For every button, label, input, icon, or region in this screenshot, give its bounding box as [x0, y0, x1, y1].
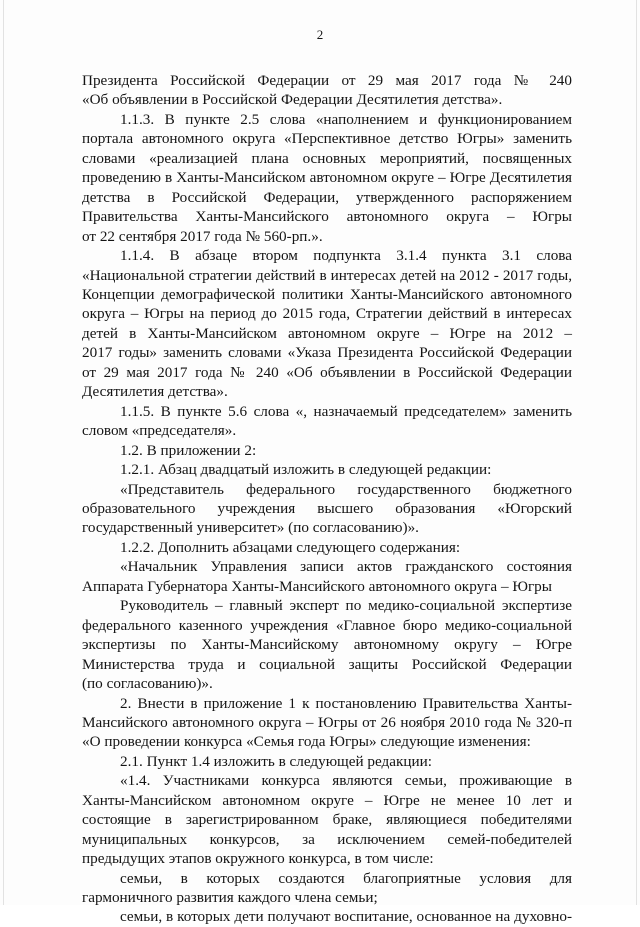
- text-line: 2017 годы» заменить словами «Указа Президента Российской Федерации: [82, 344, 572, 362]
- text-line: гармоничного развития каждого члена семьи;: [82, 889, 378, 907]
- text-line: 1.1.4. В абзаце втором подпункта 3.1.4 пункта 3.1 слова: [120, 247, 572, 265]
- text-line: муниципальных конкурсов, за исключением семей-победителей: [82, 830, 572, 848]
- text-line: 2.1. Пункт 1.4 изложить в следующей редакции:: [120, 752, 433, 770]
- text-line: детства в Российской Федерации, утвержденного распоряжением: [82, 188, 572, 206]
- text-line: словами «реализацией плана основных мероприятий, посвященных: [82, 149, 572, 167]
- text-line: экспертизы по Ханты-Мансийскому автономному округу – Югре: [82, 636, 572, 654]
- text-line: Министерства труда и социальной защиты Российской Федерации: [82, 655, 572, 673]
- text-line: 1.2.1. Абзац двадцатый изложить в следующей редакции:: [120, 461, 492, 479]
- text-line: Концепции демографической политики Ханты-Мансийского автономного: [82, 285, 572, 303]
- text-line: семьи, в которых создаются благоприятные условия для: [120, 869, 572, 887]
- text-line: образовательного учреждения высшего образования «Югорский: [82, 499, 572, 517]
- text-line: словом «председателя».: [82, 422, 237, 440]
- text-line: проведению в Ханты-Мансийском автономном округе – Югре Десятилетия: [82, 169, 572, 187]
- text-line: предыдущих этапов окружного конкурса, в том числе:: [82, 850, 434, 868]
- text-line: 1.2. В приложении 2:: [120, 441, 257, 459]
- text-line: «1.4. Участниками конкурса являются семьи, проживающие в: [120, 772, 572, 790]
- text-line: 1.1.5. В пункте 5.6 слова «, назначаемый председателем» заменить: [120, 402, 572, 420]
- text-line: портала автономного округа «Перспективное детство Югры» заменить: [82, 130, 572, 148]
- text-line: 1.1.3. В пункте 2.5 слова «наполнением и функционированием: [120, 110, 572, 128]
- page-number: 2: [316, 27, 324, 42]
- text-line: «Начальник Управления записи актов гражданского состояния: [120, 558, 572, 576]
- document-body: [82, 71, 572, 927]
- text-line: 1.2.2. Дополнить абзацами следующего содержания:: [120, 538, 461, 556]
- text-line: «Представитель федерального государственного бюджетного: [120, 480, 572, 498]
- text-line: (по согласованию)».: [82, 675, 213, 693]
- text-line: «О проведении конкурса «Семья года Югры» следующие изменения:: [82, 733, 531, 751]
- text-line: от 22 сентября 2017 года № 560-рп.».: [82, 227, 323, 245]
- text-line: Аппарата Губернатора Ханты-Мансийского автономного округа – Югры: [82, 577, 552, 595]
- text-line: Мансийского автономного округа – Югры от 26 ноября 2010 года № 320-п: [82, 713, 572, 731]
- scan-edge-left: [3, 0, 4, 905]
- text-line: состоящие в зарегистрированном браке, являющиеся победителями: [82, 811, 572, 829]
- text-line: Президента Российской Федерации от 29 мая 2017 года № 240: [82, 72, 572, 89]
- text-line: детей в Ханты-Мансийском автономном округе – Югре на 2012 –: [82, 324, 572, 342]
- text-line: Ханты-Мансийском автономном округе – Югре не менее 10 лет и: [82, 791, 572, 809]
- text-line: «Национальной стратегии действий в интересах детей на 2012 - 2017 годы,: [82, 266, 572, 284]
- text-line: Руководитель – главный эксперт по медико-социальной экспертизе: [120, 597, 572, 615]
- text-line: «Об объявлении в Российской Федерации Десятилетия детства».: [82, 91, 503, 109]
- text-line: федерального казенного учреждения «Главное бюро медико-социальной: [82, 616, 572, 634]
- text-line: государственный университет» (по согласованию)».: [82, 519, 419, 537]
- text-line: 2. Внести в приложение 1 к постановлению Правительства Ханты-: [120, 694, 572, 712]
- text-line: от 29 мая 2017 года № 240 «Об объявлении в Российской Федерации: [82, 363, 572, 381]
- text-line: Десятилетия детства».: [82, 383, 228, 401]
- text-line: округа – Югры на период до 2015 года, Стратегии действий в интересах: [82, 305, 572, 323]
- scan-edge-right: [636, 0, 637, 905]
- text-line: семьи, в которых дети получают воспитание, основанное на духовно-: [120, 908, 572, 926]
- text-line: Правительства Ханты-Мансийского автономного округа – Югры: [82, 208, 572, 226]
